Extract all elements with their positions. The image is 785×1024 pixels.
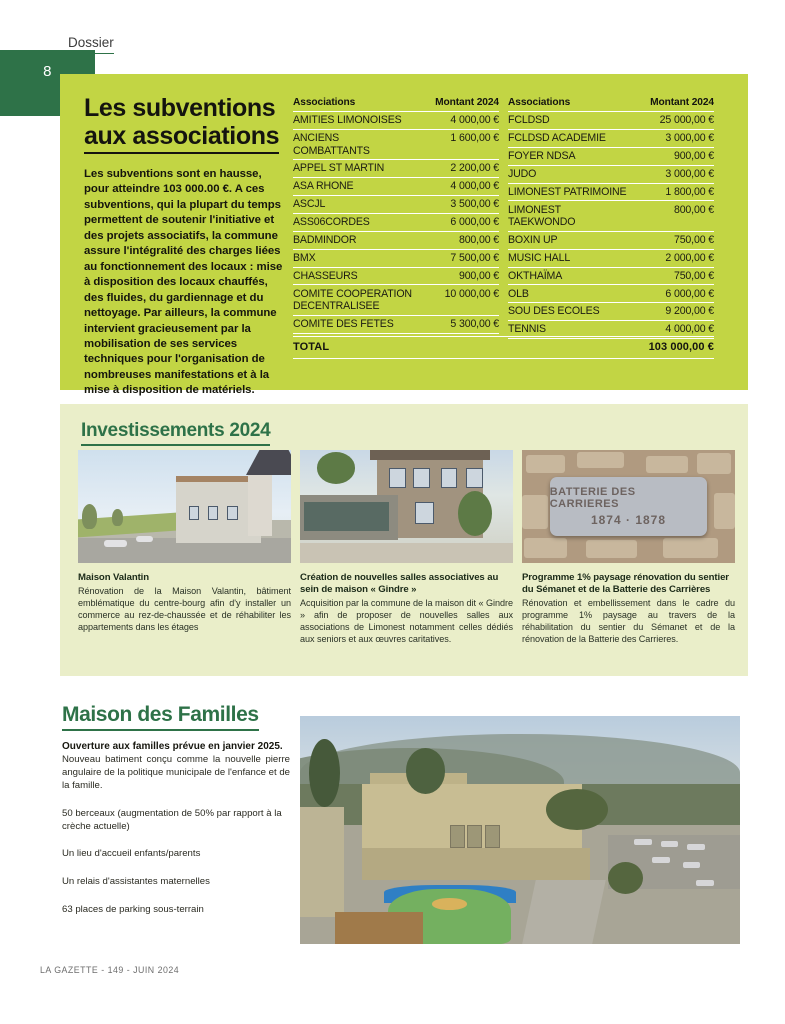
plaque-line-1: BATTERIE DES CARRIERES [549,485,636,510]
cell-association: ANCIENS COMBATTANTS [293,129,417,159]
total-label: TOTAL [293,341,330,353]
table-row [293,315,499,333]
table-header-row [508,97,714,112]
subsidies-right-body [508,112,714,339]
table-row [508,201,714,231]
maison-des-familles-artwork [300,716,740,944]
cell-association: APPEL ST MARTIN [293,160,417,178]
table-row [293,267,499,285]
column-header-amount: Montant 2024 [435,97,499,108]
maison-valantin-photo [78,450,291,563]
cell-association: SOU DES ECOLES [508,303,627,321]
investment-3-heading: Programme 1% paysage rénovation du sentier du Sémanet et de la Batterie des Carrières [522,572,729,595]
maison-valantin-artwork [78,450,291,563]
cell-amount: 2 200,00 € [417,160,499,178]
investment-item-2 [300,450,513,645]
cell-amount: 4 000,00 € [417,178,499,196]
cell-association: LIMONEST PATRIMOINE [508,183,627,201]
subsidies-table-right [508,97,714,339]
investment-1-text: Rénovation de la Maison Valantin, bâtiment emblématique du centre-bourg afin d'y installer un commerce au rez-de-chaussée et de réhabiliter les appartements dans les étages [78,585,291,633]
investment-item-3 [522,450,735,645]
subsidies-left-body [293,112,499,334]
subsidies-title-line1: Les subventions [84,94,276,122]
cell-association: COMITE DES FETES [293,315,417,333]
subsidies-body: Les subventions sont en hausse, pour atteindre 103 000.00 €. A ces subventions, qui la plupart du temps permettent de soutenir l'initiative et des projets associatifs, la commune assure l'intégralité des charges liées au fonctionnement des locaux : mise à disposition des locaux chauffés, des fluides, du gardiennage et du nettoyage. Par ailleurs, la commune intervient gracieusement par la mobilisation de ses services techniques pour l'organisation de nombreuses manifestations et à la mise à disposition de matériels. [84,168,283,397]
cell-amount: 800,00 € [627,201,714,231]
investment-2-text: Acquisition par la commune de la maison dit « Gindre » afin de proposer de nouvelles salles aux associations de Limonest notamment celles dédiés aux seniors et aux œuvres caritatives. [300,597,513,645]
cell-amount: 3 500,00 € [417,196,499,214]
cell-association: ASA RHONE [293,178,417,196]
cell-association: FOYER NDSA [508,147,627,165]
cell-amount: 3 000,00 € [627,165,714,183]
table-row [508,112,714,130]
table-row [293,196,499,214]
maison-gindre-photo [300,450,513,563]
total-amount: 103 000,00 € [648,341,714,353]
table-row [293,129,499,159]
subsidies-table-left [293,97,499,334]
cell-amount: 25 000,00 € [627,112,714,130]
cell-association: BMX [293,249,417,267]
cell-amount: 900,00 € [417,267,499,285]
table-row [293,112,499,130]
cell-amount: 900,00 € [627,147,714,165]
subsidies-title [84,94,279,154]
cell-association: MUSIC HALL [508,249,627,267]
column-header-associations: Associations [293,97,356,108]
table-row [508,147,714,165]
cell-amount: 1 600,00 € [417,129,499,159]
table-row [293,231,499,249]
table-row [508,165,714,183]
table-header-row [293,97,499,112]
cell-association: FCLDSD [508,112,627,130]
investment-1-heading: Maison Valantin [78,572,150,583]
cell-association: BOXIN UP [508,231,627,249]
cell-amount: 5 300,00 € [417,315,499,333]
table-row [293,249,499,267]
cell-amount: 10 000,00 € [417,285,499,315]
investment-item-1 [78,450,291,633]
column-header-amount: Montant 2024 [650,97,714,108]
column-header-associations: Associations [508,97,571,108]
section-label-dossier: Dossier [68,35,114,54]
table-row [508,183,714,201]
cell-association: OKTHAÏMA [508,267,627,285]
family-house-bullet-2: Un lieu d'accueil enfants/parents [62,848,201,860]
cell-amount: 3 000,00 € [627,129,714,147]
investment-3-text: Rénovation et embellissement dans le cadre du programme 1% paysage au travers de la réhabilitation du sentier du Sémanet et de la rénovation de la Batterie des Carrieres. [522,597,735,645]
cell-association: LIMONEST TAEKWONDO [508,201,627,231]
family-house-bullet-4: 63 places de parking sous-terrain [62,904,204,916]
cell-association: AMITIES LIMONOISES [293,112,417,130]
cell-amount: 750,00 € [627,231,714,249]
investment-2-heading: Création de nouvelles salles associatives au sein de maison « Gindre » [300,572,499,595]
subsidies-text-column [84,94,284,399]
plaque [550,477,708,536]
table-row [508,267,714,285]
table-row [293,213,499,231]
cell-association: COMITE COOPERATION DECENTRALISEE [293,285,417,315]
plaque-line-2: 1874 · 1878 [590,512,667,527]
table-row [293,285,499,315]
cell-amount: 6 000,00 € [417,213,499,231]
cell-association: BADMINDOR [293,231,417,249]
family-house-bullet-1: 50 berceaux (augmentation de 50% par rapport à la crèche actuelle) [62,807,282,832]
page-number: 8 [43,62,52,80]
subsidies-table-left-grid [293,97,499,334]
cell-amount: 6 000,00 € [627,285,714,303]
table-row [508,303,714,321]
cell-association: FCLDSD ACADEMIE [508,129,627,147]
family-house-text-column [62,740,290,917]
page-footer: LA GAZETTE - 149 - JUIN 2024 [40,965,180,975]
subsidies-panel [60,74,748,397]
family-house-lead: Ouverture aux familles prévue en janvier 2025. [62,741,283,752]
family-house-intro: Nouveau batiment conçu comme la nouvelle pierre angulaire de la politique municipale de l'enfance et de la famille. [62,754,290,791]
maison-des-familles-photo [300,716,740,944]
investments-panel [60,404,748,676]
table-row [508,249,714,267]
family-house-title: Maison des Familles [62,703,259,731]
table-row [508,285,714,303]
batterie-artwork [522,450,735,563]
subsidies-table-right-grid [508,97,714,339]
cell-amount: 7 500,00 € [417,249,499,267]
cell-amount: 750,00 € [627,267,714,285]
family-house-bullet-3: Un relais d'assistantes maternelles [62,876,210,888]
cell-association: JUDO [508,165,627,183]
batterie-des-carrieres-photo [522,450,735,563]
cell-amount: 9 200,00 € [627,303,714,321]
subsidies-total-row [293,336,714,359]
cell-amount: 2 000,00 € [627,249,714,267]
cell-association: ASS06CORDES [293,213,417,231]
table-row [508,129,714,147]
table-row [293,160,499,178]
investments-title: Investissements 2024 [81,420,270,446]
cell-association: OLB [508,285,627,303]
subsidies-title-line2: aux associations [84,122,280,150]
cell-amount: 4 000,00 € [417,112,499,130]
cell-association: CHASSEURS [293,267,417,285]
cell-amount: 1 800,00 € [627,183,714,201]
maison-gindre-artwork [300,450,513,563]
table-row [508,231,714,249]
cell-amount: 800,00 € [417,231,499,249]
table-row [293,178,499,196]
cell-association: ASCJL [293,196,417,214]
cell-association: TENNIS [508,321,627,339]
cell-amount: 4 000,00 € [627,321,714,339]
